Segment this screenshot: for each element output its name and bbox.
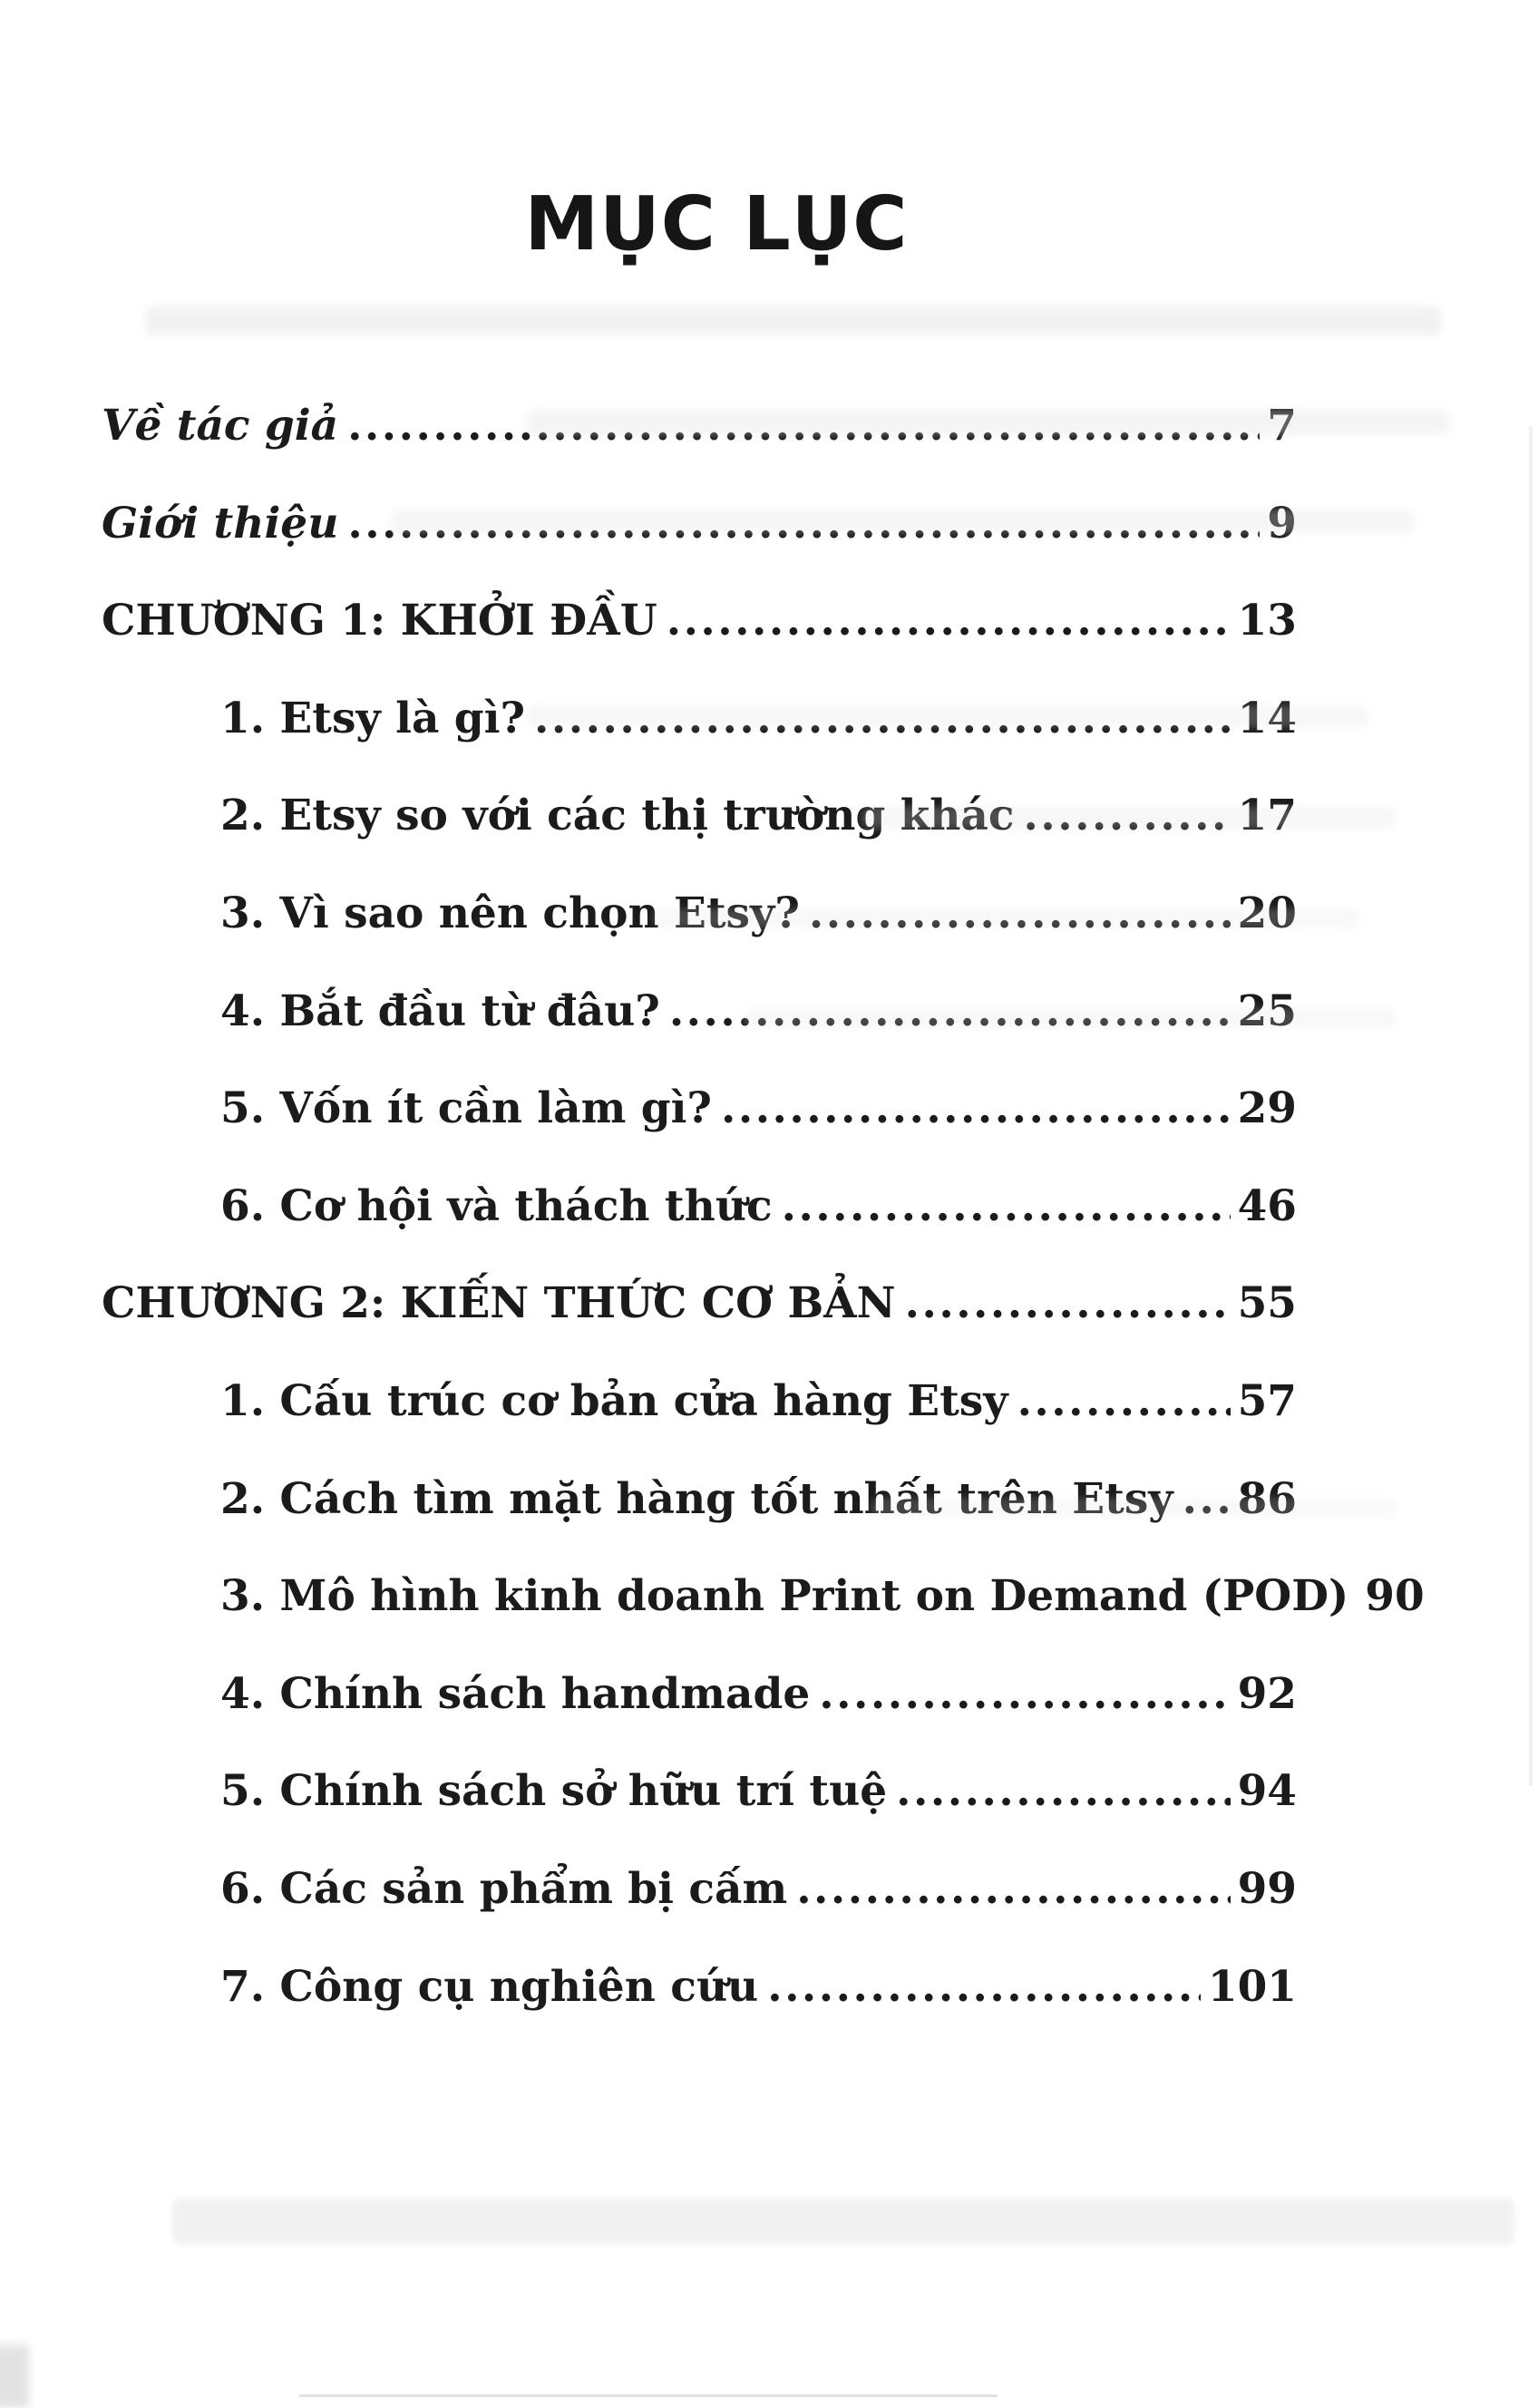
toc-entry bbox=[102, 1646, 1297, 1743]
toc-entry-label: 2. Etsy so với các thị trường khác bbox=[220, 791, 1015, 841]
toc-entry-label: Về tác giả bbox=[102, 401, 339, 451]
page-number: 94 bbox=[1237, 1766, 1297, 1817]
page-number: 90 bbox=[1365, 1571, 1425, 1622]
scan-bleed-artifact bbox=[145, 306, 1442, 335]
table-of-contents bbox=[102, 377, 1425, 2035]
toc-entry bbox=[102, 1451, 1297, 1549]
toc-entry bbox=[102, 1158, 1297, 1256]
toc-entry-label: 6. Cơ hội và thách thức bbox=[220, 1180, 773, 1231]
dot-leader bbox=[896, 1743, 1230, 1840]
toc-entry bbox=[102, 1353, 1297, 1451]
page-number: 17 bbox=[1237, 791, 1297, 841]
page-number: 99 bbox=[1237, 1863, 1297, 1914]
toc-entry-label: 3. Mô hình kinh doanh Print on Demand (POD) bbox=[220, 1571, 1349, 1622]
toc-entry bbox=[102, 1060, 1297, 1158]
toc-entry bbox=[102, 1743, 1297, 1840]
page-title: MỤC LỤC bbox=[524, 181, 909, 267]
toc-entry-label: Giới thiệu bbox=[102, 498, 339, 549]
dot-leader bbox=[1183, 1451, 1231, 1549]
page-number: 57 bbox=[1237, 1375, 1297, 1426]
page-number: 9 bbox=[1267, 498, 1297, 549]
page-number: 14 bbox=[1237, 693, 1297, 743]
dot-leader bbox=[767, 1938, 1201, 2036]
toc-entry-label: 5. Vốn ít cần làm gì? bbox=[220, 1083, 712, 1134]
dot-leader bbox=[1024, 767, 1231, 865]
dot-leader bbox=[782, 1158, 1231, 1256]
page-number: 13 bbox=[1237, 596, 1297, 646]
dot-leader bbox=[667, 572, 1231, 670]
dot-leader bbox=[347, 475, 1260, 573]
toc-entry bbox=[102, 377, 1297, 475]
toc-entry bbox=[102, 767, 1297, 865]
toc-entry-label: 4. Bắt đầu từ đâu? bbox=[220, 986, 660, 1036]
page-number: 7 bbox=[1267, 401, 1297, 451]
page-number: 86 bbox=[1237, 1473, 1297, 1524]
scan-corner-artifact bbox=[0, 2345, 29, 2408]
dot-leader bbox=[905, 1255, 1231, 1353]
toc-entry-chapter bbox=[102, 572, 1297, 670]
scan-bleed-artifact bbox=[172, 2198, 1514, 2245]
toc-entry-label: 5. Chính sách sở hữu trí tuệ bbox=[220, 1766, 888, 1817]
page-number: 46 bbox=[1237, 1180, 1297, 1231]
toc-entry-label: 2. Cách tìm mặt hàng tốt nhất trên Etsy bbox=[220, 1473, 1173, 1524]
toc-entry-label: 3. Vì sao nên chọn Etsy? bbox=[220, 888, 800, 938]
page-number: 101 bbox=[1207, 1961, 1297, 2012]
dot-leader bbox=[669, 963, 1231, 1061]
page-number: 20 bbox=[1237, 888, 1297, 938]
dot-leader bbox=[347, 377, 1260, 475]
page-number: 92 bbox=[1237, 1668, 1297, 1719]
toc-entry bbox=[102, 1840, 1297, 1938]
toc-entry bbox=[102, 670, 1297, 768]
scan-edge-artifact bbox=[299, 2394, 998, 2397]
dot-leader bbox=[809, 865, 1231, 963]
page-number: 55 bbox=[1237, 1278, 1297, 1329]
dot-leader bbox=[796, 1840, 1230, 1938]
toc-entry-label: CHƯƠNG 1: KHỞI ĐẦU bbox=[102, 596, 657, 646]
toc-entry bbox=[102, 475, 1297, 573]
toc-entry bbox=[102, 865, 1297, 963]
toc-entry bbox=[102, 963, 1297, 1061]
dot-leader bbox=[721, 1060, 1231, 1158]
page-number: 25 bbox=[1237, 986, 1297, 1036]
dot-leader bbox=[1017, 1353, 1231, 1451]
scan-edge-artifact bbox=[1529, 426, 1533, 1786]
toc-entry-label: 7. Công cụ nghiên cứu bbox=[220, 1961, 759, 2012]
toc-entry bbox=[102, 1548, 1425, 1646]
page-number: 29 bbox=[1237, 1083, 1297, 1134]
toc-entry-label: 1. Cấu trúc cơ bản cửa hàng Etsy bbox=[220, 1375, 1008, 1426]
toc-entry-label: 6. Các sản phẩm bị cấm bbox=[220, 1863, 788, 1914]
toc-entry-label: CHƯƠNG 2: KIẾN THỨC CƠ BẢN bbox=[102, 1278, 896, 1329]
dot-leader bbox=[534, 670, 1231, 768]
toc-entry-label: 1. Etsy là gì? bbox=[220, 693, 526, 743]
toc-entry bbox=[102, 1938, 1297, 2036]
toc-entry-chapter bbox=[102, 1255, 1297, 1353]
dot-leader bbox=[819, 1646, 1230, 1743]
toc-entry-label: 4. Chính sách handmade bbox=[220, 1668, 811, 1719]
